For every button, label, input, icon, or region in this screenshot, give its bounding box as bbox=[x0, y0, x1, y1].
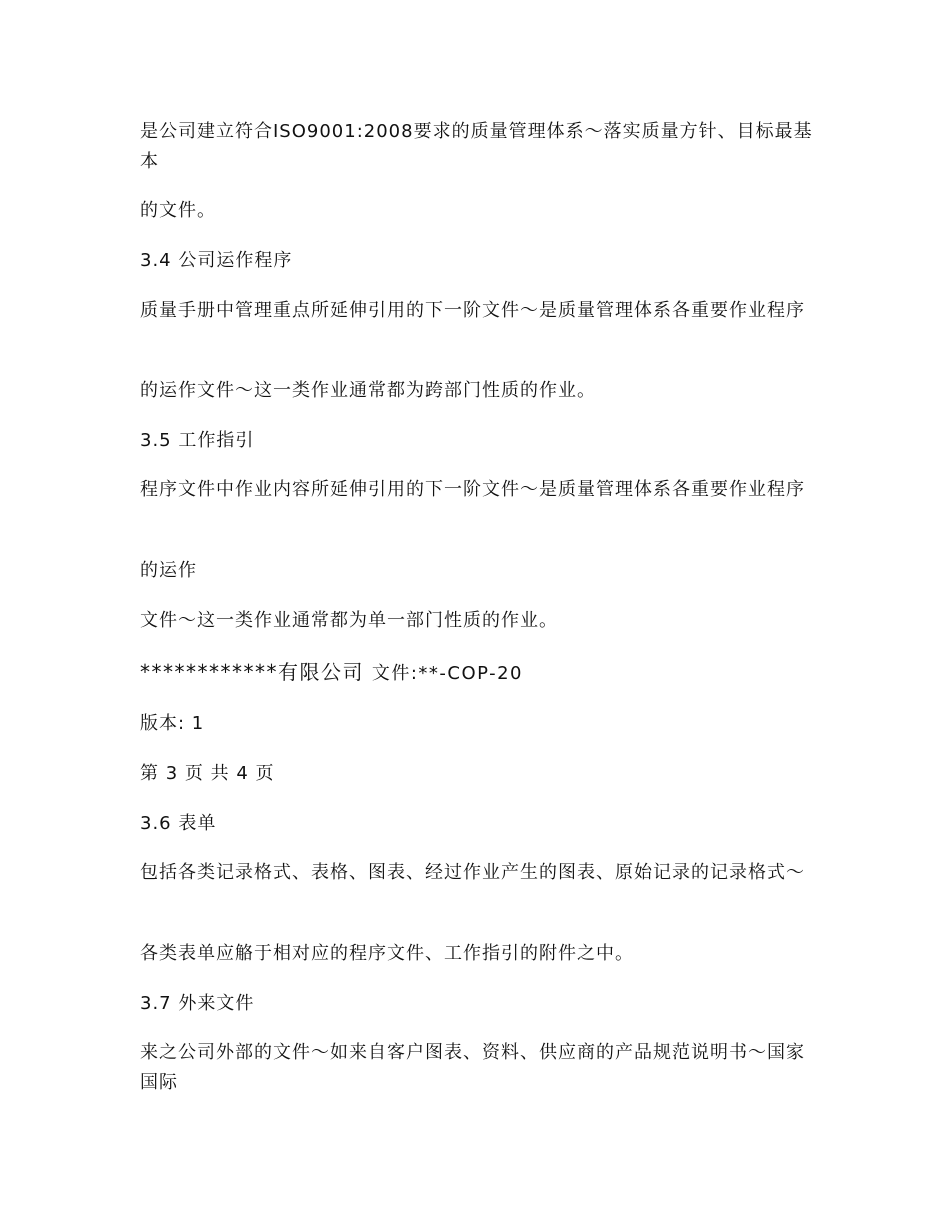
document-header bbox=[140, 657, 820, 689]
section-heading-3-5: 3.5 工作指引 bbox=[140, 430, 255, 451]
paragraph-cross-department: 的运作文件～这一类作业通常都为跨部门性质的作业。 bbox=[140, 380, 596, 401]
paragraph-forms-include: 包括各类记录格式、表格、图表、经过作业产生的图表、原始记录的记录格式～ bbox=[140, 862, 805, 883]
paragraph-external-documents: 来之公司外部的文件～如来自客户图表、资料、供应商的产品规范说明书～国家国际 bbox=[140, 1042, 805, 1093]
page-info: 第 3 页 共 4 页 bbox=[140, 763, 275, 784]
paragraph-procedure-extension: 程序文件中作业内容所延伸引用的下一阶文件～是质量管理体系各重要作业程序 bbox=[140, 479, 805, 500]
section-heading-3-4: 3.4 公司运作程序 bbox=[140, 250, 293, 271]
paragraph-single-department: 文件～这一类作业通常都为单一部门性质的作业。 bbox=[140, 610, 558, 631]
paragraph-forms-attached: 各类表单应觡于相对应的程序文件、工作指引的附件之中。 bbox=[140, 943, 634, 964]
company-name: ************有限公司 bbox=[140, 660, 364, 684]
paragraph-manual-extension: 质量手册中管理重点所延伸引用的下一阶文件～是质量管理体系各重要作业程序 bbox=[140, 300, 805, 321]
paragraph-iso-system: 是公司建立符合ISO9001:2008要求的质量管理体系～落实质量方针、目标最基本 bbox=[140, 121, 813, 172]
section-heading-3-6: 3.6 表单 bbox=[140, 813, 217, 834]
paragraph-basic-document: 的文件。 bbox=[140, 200, 216, 221]
document-number: 文件:**-COP-20 bbox=[371, 663, 524, 684]
version-label: 版本: 1 bbox=[140, 713, 205, 734]
section-heading-3-7: 3.7 外来文件 bbox=[140, 993, 255, 1014]
document-page bbox=[140, 0, 820, 1230]
paragraph-operation: 的运作 bbox=[140, 560, 197, 581]
